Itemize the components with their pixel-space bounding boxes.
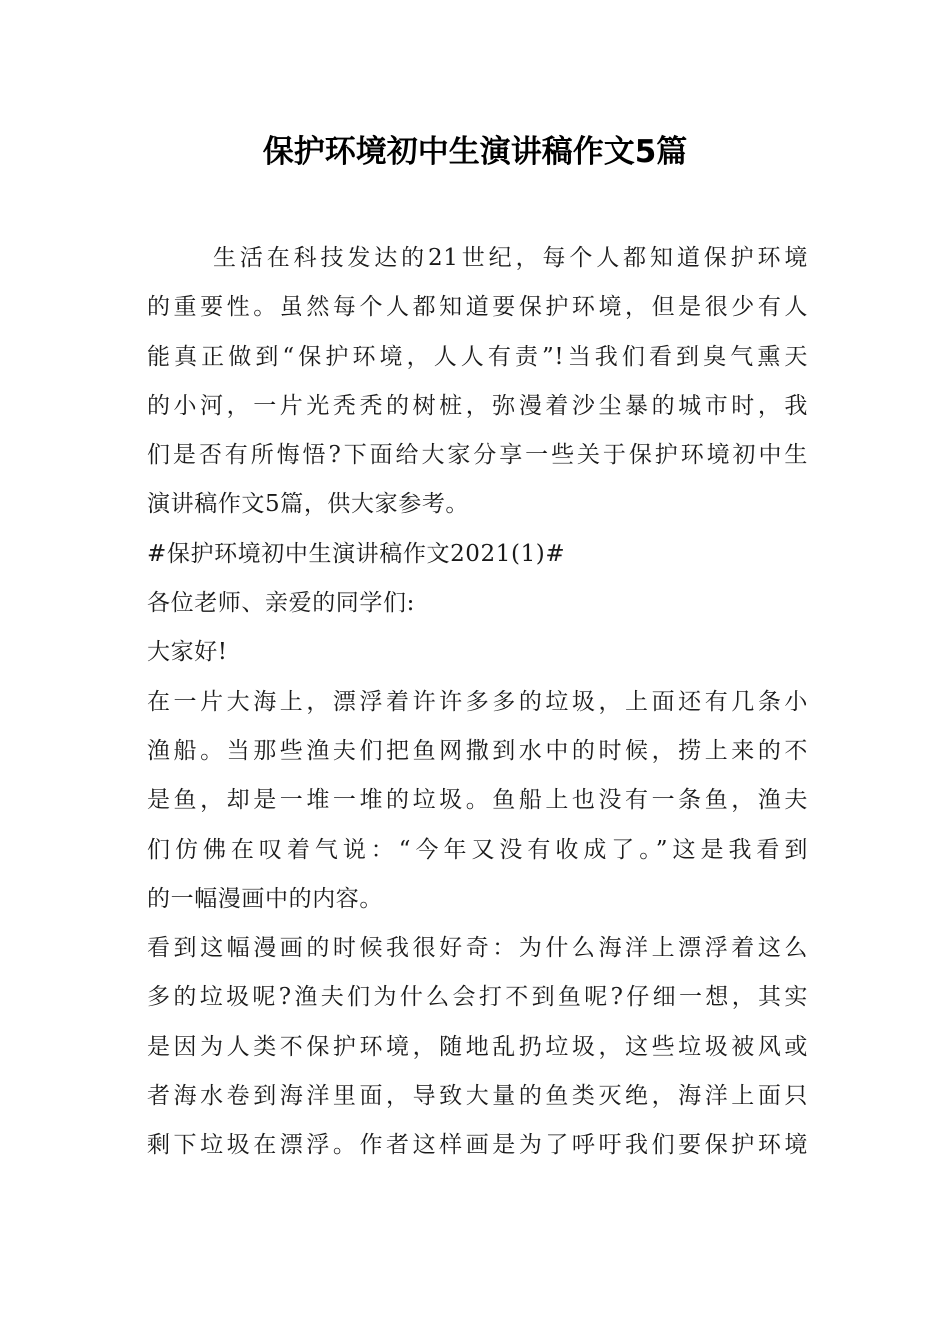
paragraph-line: 是鱼，却是一堆一堆的垃圾。鱼船上也没有一条鱼，渔夫	[147, 787, 808, 814]
greeting-line: 大家好!	[147, 639, 228, 666]
paragraph-line: 渔船。当那些渔夫们把鱼网撒到水中的时候，捞上来的不	[147, 737, 808, 764]
paragraph-line: 演讲稿作文5篇，供大家参考。	[147, 491, 470, 518]
document-title: 保护环境初中生演讲稿作文5篇	[262, 134, 688, 170]
paragraph-line: 剩下垃圾在漂浮。作者这样画是为了呼吁我们要保护环境	[147, 1132, 808, 1159]
paragraph-line: 们是否有所悔悟?下面给大家分享一些关于保护环境初中生	[147, 442, 808, 469]
document-body	[147, 234, 808, 1171]
paragraph-line: 的小河，一片光秃秃的树桩，弥漫着沙尘暴的城市时，我	[147, 392, 808, 419]
paragraph-line: 能真正做到“保护环境，人人有责”!当我们看到臭气熏天	[147, 343, 808, 370]
paragraph-line: 多的垃圾呢?渔夫们为什么会打不到鱼呢?仔细一想，其实	[147, 984, 808, 1011]
paragraph-line: 们仿佛在叹着气说：“今年又没有收成了。”这是我看到	[147, 836, 808, 863]
paragraph-line: 的一幅漫画中的内容。	[147, 885, 383, 912]
salutation-line: 各位老师、亲爱的同学们:	[147, 590, 415, 617]
paragraph-line: 的重要性。虽然每个人都知道要保护环境，但是很少有人	[147, 294, 808, 321]
paragraph-line: 是因为人类不保护环境，随地乱扔垃圾，这些垃圾被风或	[147, 1033, 808, 1060]
paragraph-line: 生活在科技发达的21世纪，每个人都知道保护环境	[213, 245, 808, 271]
paragraph-line: 在一片大海上，漂浮着许许多多的垃圾，上面还有几条小	[147, 688, 808, 715]
paragraph-line: 看到这幅漫画的时候我很好奇：为什么海洋上漂浮着这么	[147, 935, 808, 962]
section-heading: #保护环境初中生演讲稿作文2021(1)#	[147, 540, 566, 567]
paragraph-line: 者海水卷到海洋里面，导致大量的鱼类灭绝，海洋上面只	[147, 1083, 808, 1110]
